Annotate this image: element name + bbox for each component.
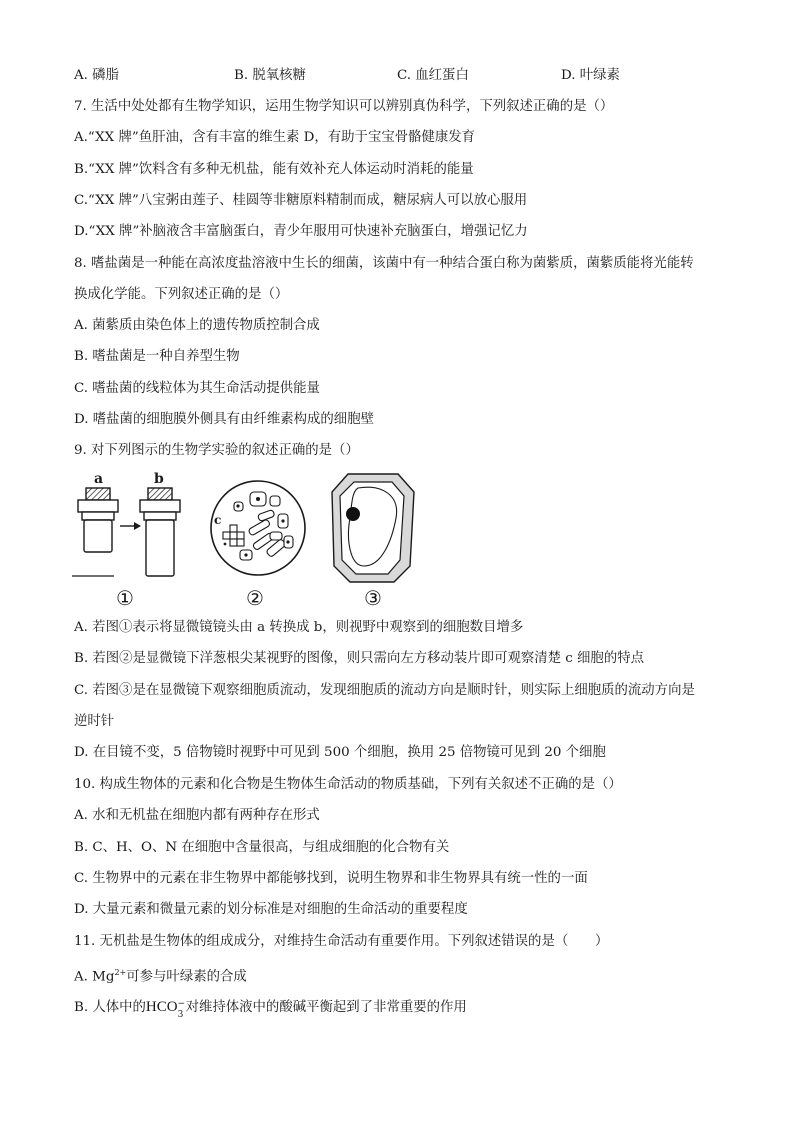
q8-option-a: A. 菌紫质由染色体上的遗传物质控制合成 — [74, 318, 320, 333]
bicarbonate-charge: − — [177, 998, 186, 1009]
bicarbonate-subscript: 3 — [177, 1009, 184, 1020]
q7-option-a: A.“XX 牌”鱼肝油，含有丰富的维生素 D，有助于宝宝骨骼健康发育 — [74, 130, 476, 145]
plant-cell-diagram — [328, 470, 418, 585]
figure-1-label: ① — [116, 586, 134, 610]
objective-lens-b — [140, 488, 180, 576]
q11-option-a-prefix: A. Mg — [74, 969, 115, 985]
q11-stem: 11. 无机盐是生物体的组成成分，对维持生命活动有重要作用。下列叙述错误的是（ ） — [74, 934, 609, 949]
q6-option-c: C. 血红蛋白 — [397, 68, 469, 83]
q11-option-a-text: 可参与叶绿素的合成 — [126, 969, 247, 985]
q8-stem-line1: 8. 嗜盐菌是一种能在高浓度盐溶液中生长的细菌，该菌中有一种结合蛋白称为菌紫质，菌紫质能将光能转 — [74, 256, 694, 271]
q6-option-d: D. 叶绿素 — [561, 68, 620, 83]
q7-option-d: D.“XX 牌”补脑液含丰富脑蛋白，青少年服用可快速补充脑蛋白，增强记忆力 — [74, 224, 528, 239]
q9-figure — [72, 468, 412, 613]
mg-charge: 2+ — [114, 968, 127, 977]
figure-2-label: ② — [246, 586, 264, 610]
q9-stem: 9. 对下列图示的生物学实验的叙述正确的是（） — [74, 443, 359, 458]
q9-option-c: C. 若图③是在显微镜下观察细胞质流动，发现细胞质的流动方向是顺时针，则实际上细胞质的流动方向是 — [74, 683, 695, 698]
q9-option-c-cont: 逆时针 — [74, 714, 115, 729]
q7-option-c: C.“XX 牌”八宝粥由莲子、桂圆等非糖原料精制而成，糖尿病人可以放心服用 — [74, 193, 528, 208]
q11-option-b — [74, 998, 467, 1020]
q9-option-d: D. 在目镜不变，5 倍物镜时视野中可见到 500 个细胞，换用 25 倍物镜可见到 20 个细胞 — [74, 745, 606, 760]
q9-option-b: B. 若图②是显微镜下洋葱根尖某视野的图像，则只需向左方移动装片即可观察清楚 c 细胞的特点 — [74, 651, 644, 666]
objective-lens-a — [78, 488, 118, 552]
q7-option-b: B.“XX 牌”饮料含有多种无机盐，能有效补充人体运动时消耗的能量 — [74, 162, 474, 177]
q8-stem-line2: 换成化学能。下列叙述正确的是（） — [74, 287, 289, 302]
q10-option-a: A. 水和无机盐在细胞内都有两种存在形式 — [74, 808, 320, 823]
arrow-icon — [120, 522, 141, 530]
lens-b-label: b — [154, 471, 164, 487]
q9-option-a: A. 若图①表示将显微镜镜头由 a 转换成 b，则视野中观察到的细胞数目增多 — [74, 620, 524, 635]
q10-option-d: D. 大量元素和微量元素的划分标准是对细胞的生命活动的重要程度 — [74, 902, 468, 917]
cell-c-label: c — [214, 513, 222, 527]
q10-stem: 10. 构成生物体的元素和化合物是生物体生命活动的物质基础，下列有关叙述不正确的是（） — [74, 777, 622, 792]
q7-stem: 7. 生活中处处都有生物学知识，运用生物学知识可以辨别真伪科学，下列叙述正确的是（） — [74, 99, 614, 114]
q11-option-b-prefix: B. 人体中的 — [74, 1000, 146, 1015]
q8-option-b: B. 嗜盐菌是一种自养型生物 — [74, 349, 240, 364]
q8-option-c: C. 嗜盐菌的线粒体为其生命活动提供能量 — [74, 381, 320, 396]
q10-option-b: B. C、H、O、N 在细胞中含量很高，与组成细胞的化合物有关 — [74, 840, 450, 855]
q11-option-a — [74, 964, 247, 986]
q6-option-b: B. 脱氧核糖 — [234, 68, 306, 83]
q8-option-d: D. 嗜盐菌的细胞膜外侧具有由纤维素构成的细胞壁 — [74, 412, 374, 427]
root-tip-field-diagram — [208, 478, 308, 578]
q6-option-a: A. 磷脂 — [74, 68, 119, 83]
figure-3-label: ③ — [364, 586, 382, 610]
microscope-lens-diagram — [72, 468, 207, 583]
lens-a-label: a — [94, 471, 104, 487]
q10-option-c: C. 生物界中的元素在非生物界中都能够找到，说明生物界和非生物界具有统一性的一面 — [74, 871, 588, 886]
bicarbonate-formula: HCO — [145, 999, 178, 1015]
q6-options-row — [74, 67, 724, 85]
q11-option-b-text: 对维持体液中的酸碱平衡起到了非常重要的作用 — [185, 1000, 467, 1015]
